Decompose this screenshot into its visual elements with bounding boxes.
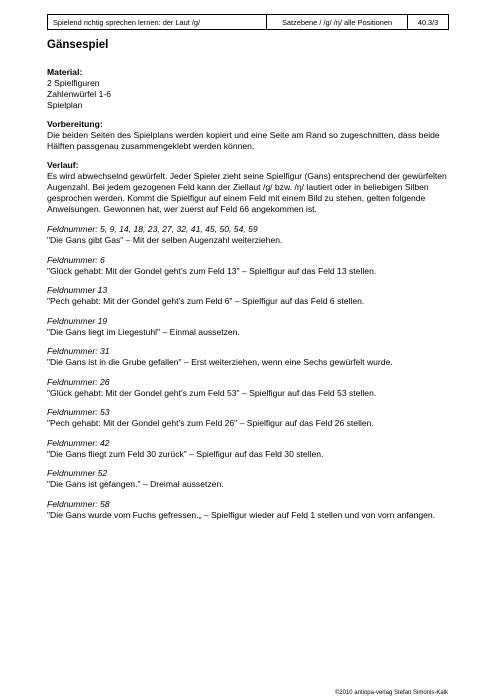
- field-rule: [47, 377, 452, 399]
- material-label: Material:: [47, 67, 83, 77]
- field-number: Feldnummer: 31: [47, 346, 110, 356]
- field-instruction: "Glück gehabt: Mit der Gondel geht's zum Feld 13" – Spielfigur auf das Feld 13 stellen.: [47, 265, 377, 276]
- copyright-footer: ©2010 antiopa-verlag Stefan Simonis-Kalk: [334, 690, 448, 696]
- field-instruction: "Die Gans wurde vom Fuchs gefressen.„ – Spielfigur wieder auf Feld 1 stellen und von vorn anfangen.: [47, 509, 436, 520]
- field-number: Feldnummer: 53: [47, 407, 110, 417]
- field-number: Feldnummer: 58: [47, 498, 110, 509]
- material-item: Spielplan: [47, 100, 83, 110]
- field-instruction: "Die Gans gibt Gas" – Mit der selben Augenzahl weiterziehen.: [47, 235, 283, 245]
- verlauf-text: Es wird abwechselnd gewürfelt. Jeder Spieler zieht seine Spielfigur (Gans) entsprechend der gewürfelten Augenzahl. Bei jedem gezogenen Feld kann der Ziellaut /g/ bzw. /ŋ/ lautiert oder in beliebigen Silben gesprochen werden. Kommt die Spielfigur auf einem Feld mit einem Bild zu stehen, gelten folgende Anweisungen. Gewonnen hat, wer zuerst auf Feld 66 angekommen ist.: [47, 171, 447, 214]
- field-rule: [47, 438, 452, 460]
- vorbereitung-label: Vorbereitung:: [47, 119, 103, 129]
- field-number: Feldnummer 52: [47, 468, 108, 478]
- header-level: Satzebene / /g/ /ŋ/ alle Positionen: [267, 15, 408, 29]
- field-rule: [47, 255, 452, 277]
- field-rule: [47, 285, 452, 307]
- field-instruction: "Pech gehabt: Mit der Gondel geht's zum Feld 6" – Spielfigur auf das Feld 6 stellen.: [47, 296, 365, 306]
- field-instruction: "Pech gehabt: Mit der Gondel geht's zum Feld 26" – Spielfigur auf das Feld 26 stellen.: [47, 418, 374, 428]
- field-rule: [47, 224, 452, 246]
- header-subject: Spielend richtig sprechen lernen: der Laut /g/: [48, 15, 267, 29]
- field-rule: [47, 499, 452, 521]
- field-instruction: "Glück gehabt: Mit der Gondel geht's zum Feld 53" – Spielfigur auf das Feld 53 stellen.: [47, 387, 377, 398]
- verlauf-section: [47, 160, 452, 215]
- verlauf-label: Verlauf:: [47, 160, 79, 170]
- field-instruction: "Die Gans liegt im Liegestuhl" – Einmal aussetzen.: [47, 326, 240, 337]
- header-table: [47, 14, 449, 30]
- field-instruction: "Die Gans fliegt zum Feld 30 zurück" – Spielfigur auf das Feld 30 stellen.: [47, 448, 324, 459]
- field-rule: [47, 346, 452, 368]
- field-number: Feldnummer: 5, 9, 14, 18, 23, 27, 32, 41, 45, 50, 54, 59: [47, 224, 258, 234]
- vorbereitung-section: [47, 119, 452, 152]
- field-instruction: "Die Gans ist in die Grube gefallen" – Erst weiterziehen, wenn eine Sechs gewürfelt wurde.: [47, 357, 393, 367]
- field-rule: [47, 468, 452, 490]
- material-section: [47, 67, 452, 111]
- field-rule: [47, 316, 452, 338]
- field-number: Feldnummer 13: [47, 285, 108, 295]
- page-title: Gänsespiel: [47, 39, 109, 51]
- field-number: Feldnummer: 6: [47, 254, 105, 265]
- field-rule: [47, 407, 452, 429]
- field-number: Feldnummer 19: [47, 315, 108, 326]
- material-item: Zahlenwürfel 1-6: [47, 89, 112, 99]
- header-page-number: 40.3/3: [417, 17, 439, 27]
- field-number: Feldnummer: 42: [47, 437, 110, 448]
- field-instruction: "Die Gans ist gefangen." – Dreimal aussetzen.: [47, 479, 224, 489]
- vorbereitung-text: Die beiden Seiten des Spielplans werden kopiert und eine Seite am Rand so zugeschnitten, dass beide Hälften passgenau zusammengeklebt werden können.: [47, 130, 440, 151]
- field-number: Feldnummer: 26: [47, 376, 110, 387]
- material-item: 2 Spielfiguren: [47, 78, 100, 88]
- document-body: [47, 39, 452, 529]
